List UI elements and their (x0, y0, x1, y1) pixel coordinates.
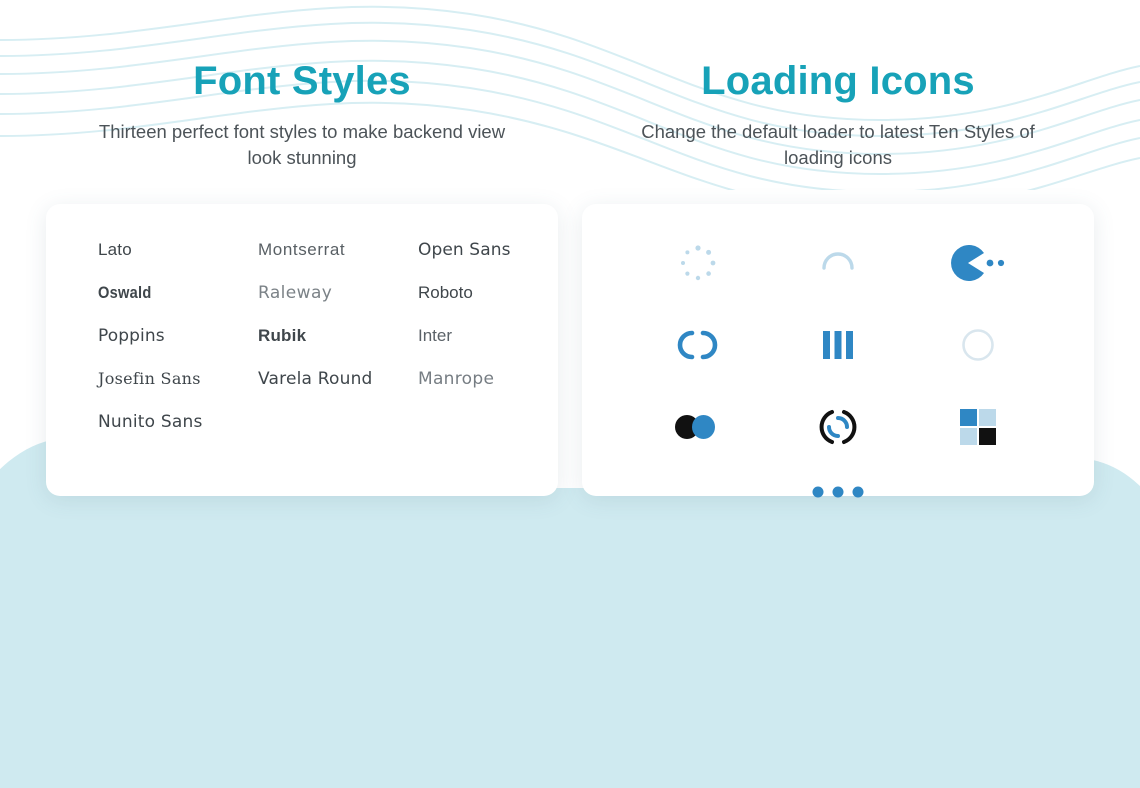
loader-item (803, 316, 873, 374)
pacman-icon (950, 245, 1006, 281)
font-styles-subtitle: Thirteen perfect font styles to make backend view look stunning (98, 121, 506, 169)
spinner-dots-icon (676, 241, 720, 285)
loading-icons-section (570, 0, 1106, 578)
font-sample-poppins: Poppins (98, 325, 165, 346)
font-styles-section (34, 0, 570, 578)
loader-item (809, 482, 867, 502)
loader-item (803, 398, 873, 456)
font-sample-rubik: Rubik (258, 325, 307, 345)
loader-item (943, 398, 1013, 456)
font-sample-varela-round: Varela Round (258, 368, 373, 389)
font-sample-nunito-sans: Nunito Sans (98, 411, 203, 432)
font-sample-montserrat: Montserrat (258, 239, 346, 259)
font-styles-title: Font Styles (193, 59, 411, 103)
dual-crescent-icon (672, 325, 724, 365)
loader-item (943, 316, 1013, 374)
loader-item (943, 234, 1013, 292)
loader-list (628, 234, 1048, 502)
font-sample-oswald: Oswald (98, 282, 152, 302)
font-sample-manrope: Manrope (418, 368, 495, 389)
loading-icons-subtitle: Change the default loader to latest Ten Styles of loading icons (641, 121, 1035, 169)
font-sample-inter: Inter (418, 325, 453, 345)
font-sample-roboto: Roboto (418, 282, 473, 302)
font-sample-open-sans: Open Sans (418, 239, 511, 260)
font-sample-raleway: Raleway (258, 282, 333, 303)
three-dots-icon (809, 482, 867, 502)
ring-icon (958, 325, 998, 365)
loader-item (663, 234, 733, 292)
pill-toggle-icon (672, 412, 724, 442)
bracket-spinner-icon (816, 406, 860, 448)
arc-spinner-icon (815, 240, 861, 286)
bars-icon (816, 329, 860, 361)
font-sample-josefin-sans: Josefin Sans (98, 369, 201, 389)
blocks-icon (957, 406, 999, 448)
loader-item (663, 398, 733, 456)
font-sample-lato: Lato (98, 239, 132, 259)
loader-item (663, 316, 733, 374)
loading-icons-card (582, 204, 1094, 496)
loading-icons-title: Loading Icons (701, 59, 975, 103)
font-list (98, 240, 514, 432)
loader-item (803, 234, 873, 292)
font-styles-card (46, 204, 558, 496)
